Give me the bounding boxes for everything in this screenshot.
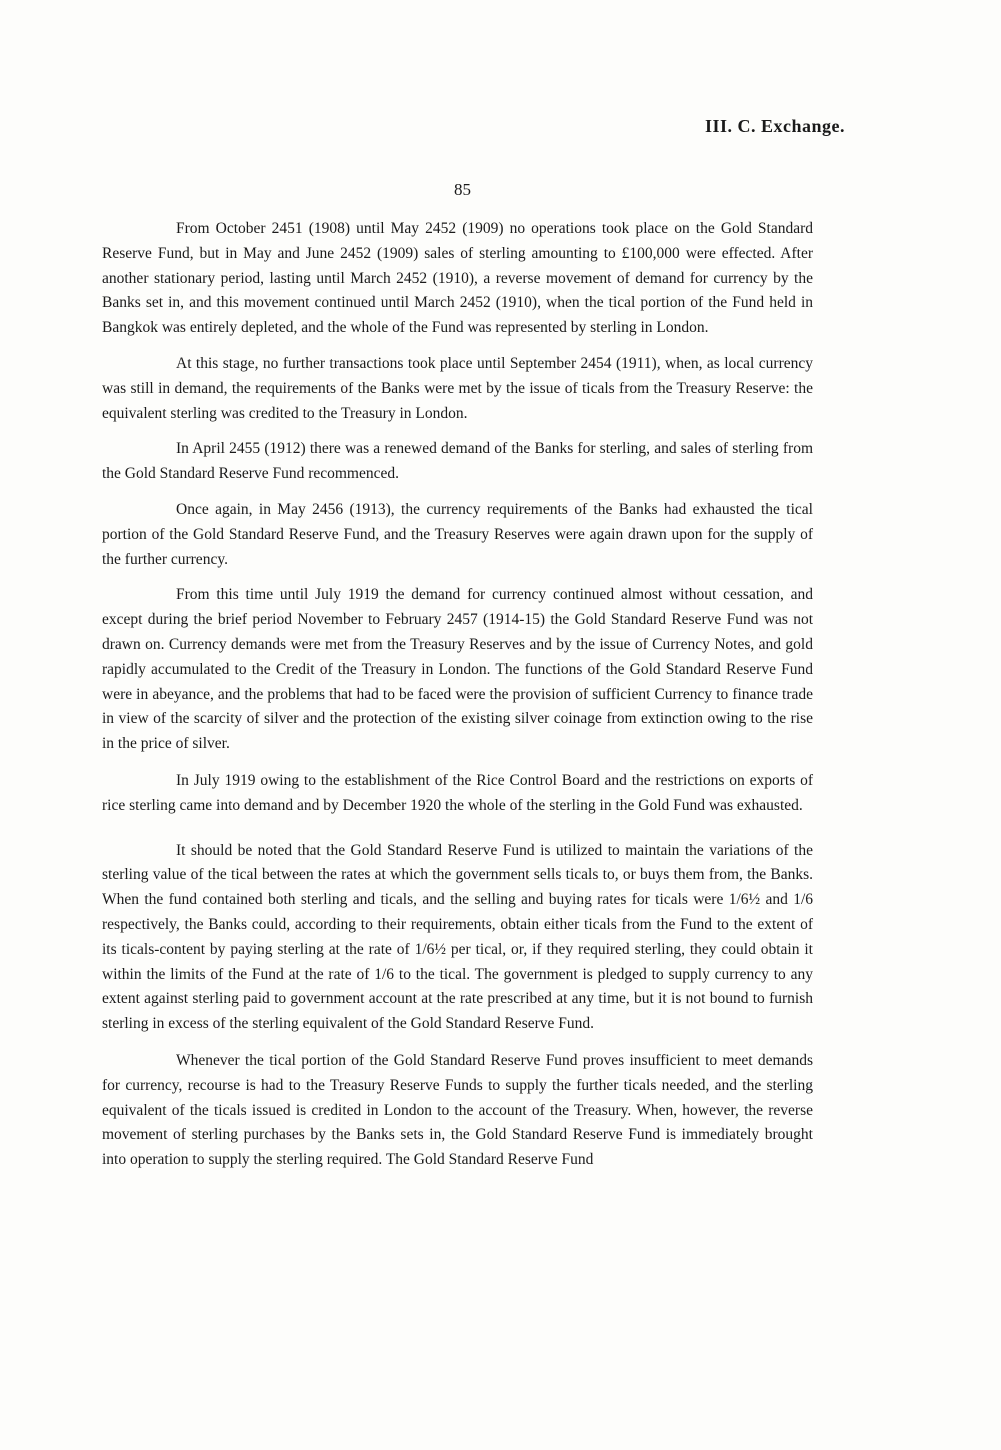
paragraph-7: It should be noted that the Gold Standard Reserve Fund is utilized to maintain the variations of the sterling value of the tical between the rates at which the government sells ticals to, or buys them from, the Banks. When the fund contained both sterling and ticals, and the selling and buying rates for ticals were 1/6½ and 1/6 respectively, the Banks could, according to their requirements, obtain either ticals from the Fund to the extent of its ticals-content by paying sterling at the rate of 1/6½ per tical, or, if they required sterling, they could obtain it within the limits of the Fund at the rate of 1/6 to the tical. The government is pledged to supply currency to any extent against sterling paid to government account at the rate prescribed at any time, but it is not bound to furnish sterling in excess of the sterling equivalent of the Gold Standard Reserve Fund. [102,841,813,1033]
body-text [102,217,813,1173]
paragraph-4: Once again, in May 2456 (1913), the currency requirements of the Banks had exhausted the tical portion of the Gold Standard Reserve Fund, and the Treasury Reserves were again drawn upon for the supply of the further currency. [102,500,813,568]
paragraph-5: From this time until July 1919 the demand for currency continued almost without cessation, and except during the brief period November to February 2457 (1914-15) the Gold Standard Reserve Fund was not drawn on. Currency demands were met from the Treasury Reserves and by the issue of Currency Notes, and gold rapidly accumulated to the Credit of the Treasury in London. The functions of the Gold Standard Reserve Fund were in abeyance, and the problems that had to be faced were the provision of sufficient Currency to finance trade in view of the scarcity of silver and the protection of the existing silver coinage from extinction owing to the rise in the price of silver. [102,586,813,753]
paragraph-3: In April 2455 (1912) there was a renewed demand of the Banks for sterling, and sales of sterling from the Gold Standard Reserve Fund recommenced. [102,440,813,483]
paragraph-1: From October 2451 (1908) until May 2452 (1909) no operations took place on the Gold Standard Reserve Fund, but in May and June 2452 (1909) sales of sterling amounting to £100,000 were effected. After another stationary period, lasting until March 2452 (1910), a reverse movement of demand for currency by the Banks set in, and this movement continued until March 2452 (1910), when the tical portion of the Fund held in Bangkok was entirely depleted, and the whole of the Fund was represented by sterling in London. [102,220,813,337]
paragraph-2: At this stage, no further transactions took place until September 2454 (1911), when, as local currency was still in demand, the requirements of the Banks were met by the issue of ticals from the Treasury Reserve: the equivalent sterling was credited to the Treasury in London. [102,354,813,422]
section-heading: III. C. Exchange. [704,116,845,136]
paragraph-8: Whenever the tical portion of the Gold Standard Reserve Fund proves insufficient to meet demands for currency, recourse is had to the Treasury Reserve Funds to supply the further ticals needed, and the sterling equivalent of the ticals issued is credited in London to the account of the Treasury. When, however, the reverse movement of sterling purchases by the Banks sets in, the Gold Standard Reserve Fund is immediately brought into operation to supply the sterling required. The Gold Standard Reserve Fund [102,1051,813,1169]
page-number: 85 [454,180,471,199]
paragraph-6: In July 1919 owing to the establishment of the Rice Control Board and the restrictions on exports of rice sterling came into demand and by December 1920 the whole of the sterling in the Gold Fund was exhausted. [102,771,813,814]
